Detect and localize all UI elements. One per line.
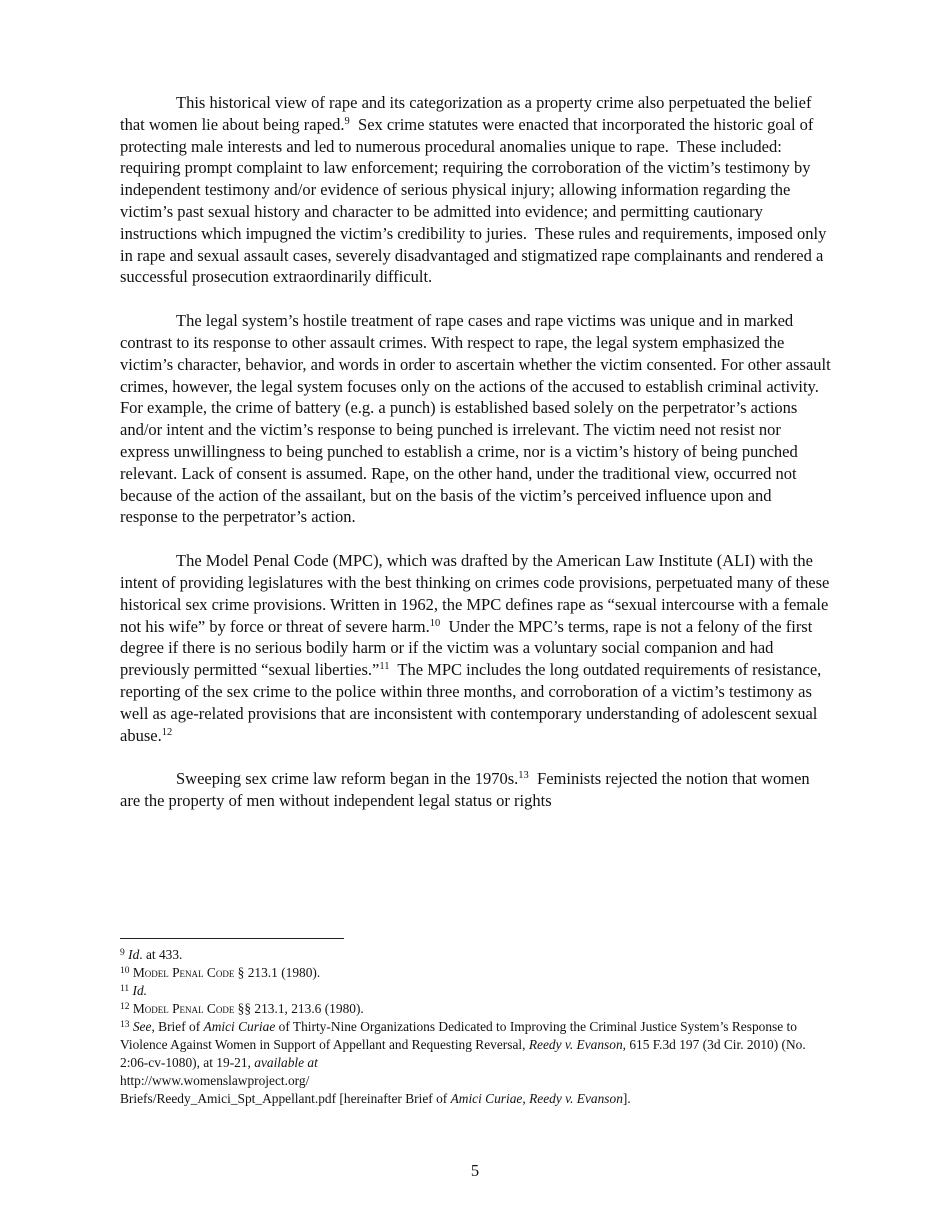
- paragraph-4-text-a: Sweeping sex crime law reform began in the 1970s.: [176, 769, 519, 789]
- footnote-10-text: § 213.1 (1980).: [234, 965, 321, 980]
- footnote-13-amici-2: Amici Curiae: [450, 1091, 523, 1106]
- footnote-12: [120, 1000, 832, 1018]
- footnote-9-text: . at 433.: [139, 947, 183, 962]
- document-body: [120, 92, 832, 834]
- page-number: 5: [470, 1161, 480, 1180]
- footnote-13: [120, 1018, 832, 1108]
- footnote-9: [120, 946, 832, 964]
- paragraph-1: [120, 92, 832, 288]
- footnote-13-case-2: Reedy v. Evanson: [529, 1091, 623, 1106]
- footnote-11: [120, 982, 832, 1000]
- footnote-10: [120, 964, 832, 982]
- footnote-10-source: Model Penal Code: [132, 965, 235, 980]
- footnote-ref-13: 13: [518, 770, 529, 782]
- paragraph-3-text-c: The MPC includes the long outdated requirements of resistance, reporting of the sex crime to the police within three months, and corroboration of a victim’s testimony as well as age-related provisions that are inconsistent with contemporary understanding of adolescent sexual abuse.: [120, 660, 826, 745]
- paragraph-3: [120, 550, 832, 746]
- footnote-13-text-2: of Thirty-Nine Organizations Dedicated to Improving the Criminal Justice System’s Response to Violence Against Women in Support of Appellant and Requesting Reversal,: [120, 1019, 797, 1052]
- footnote-13-case: Reedy v. Evanson: [528, 1037, 623, 1052]
- paragraph-4-text-b: Feminists rejected the notion that women are the property of men without independent legal status or rights: [120, 769, 814, 811]
- footnote-13-text-6: ].: [622, 1091, 631, 1106]
- footnote-13-url-line-1[interactable]: http://www.womenslawproject.org/: [120, 1073, 310, 1088]
- footnote-13-see: See: [132, 1019, 152, 1034]
- paragraph-1-text-b: Sex crime statutes were enacted that incorporated the historic goal of protecting male interests and led to numerous procedural anomalies unique to rape. These included: requiring prompt complaint to law enforcement; requiring the corroboration of the victim’s testimony by independent testimony and/or evidence of serious physical injury; allowing information regarding the victim’s past sexual history and character to be admitted into evidence; and permitting cautionary instructions which impugned the victim’s credibility to juries. These rules and requirements, imposed only in rape and sexual assault cases, severely disadvantaged and stigmatized rape complainants and rendered a successful prosecution extraordinarily difficult.: [120, 114, 831, 287]
- footnote-10-number: 10: [120, 966, 130, 976]
- paragraph-1-text-a: This historical view of rape and its categorization as a property crime also perpetuated the belief that women lie about being raped.: [120, 93, 812, 134]
- footnote-ref-12: 12: [161, 726, 173, 738]
- paragraph-2-text: The legal system’s hostile treatment of rape cases and rape victims was unique and in marked contrast to its response to other assault crimes. With respect to rape, the legal system emphasized the victim’s character, behavior, and words in order to ascertain whether the victim consented. For other assault crimes, however, the legal system focuses only on the actions of the accused to establish criminal activity. For example, the crime of battery (e.g. a punch) is established based solely on the perpetrator’s actions and/or intent and the victim’s response to being punched is irrelevant. The victim need not resist nor express unwillingness to being punched to establish a crime, nor is a victim’s history of being punched relevant. Lack of consent is assumed. Rape, on the other hand, under the traditional view, occurred not because of the action of the assailant, but on the basis of the victim’s perceived influence upon and response to the perpetrator’s action.: [120, 311, 831, 527]
- paragraph-4: [120, 768, 832, 812]
- footnote-9-id: Id: [128, 947, 140, 962]
- footnote-12-number: 12: [120, 1002, 130, 1012]
- footnote-11-id: Id.: [132, 983, 148, 998]
- footnote-13-amici: Amici Curiae: [203, 1019, 276, 1034]
- footnote-ref-10: 10: [429, 617, 441, 629]
- footnote-13-available: available at: [254, 1055, 318, 1070]
- footnote-12-source: Model Penal Code: [132, 1001, 235, 1016]
- footnote-ref-9: 9: [344, 115, 350, 127]
- footnote-11-number: 11: [120, 984, 130, 994]
- footnote-13-text-3: , 615 F.3d 197 (3d Cir. 2010) (No. 2:06-cv-1080), at 19-21,: [120, 1037, 806, 1070]
- footnotes: [120, 946, 832, 1108]
- footnote-12-text: §§ 213.1, 213.6 (1980).: [234, 1001, 364, 1016]
- footnote-separator: [120, 938, 344, 939]
- footnote-13-url-line-2[interactable]: Briefs/Reedy_Amici_Spt_Appellant.pdf: [120, 1091, 337, 1106]
- footnote-9-number: 9: [120, 948, 125, 958]
- paragraph-2: [120, 310, 832, 528]
- footnote-ref-11: 11: [379, 661, 390, 673]
- footnote-13-number: 13: [120, 1020, 130, 1030]
- paragraph-3-text-a: The Model Penal Code (MPC), which was drafted by the American Law Institute (ALI) with the intent of providing legislatures with the best thinking on crimes code provisions, perpetuated many of these historical sex crime provisions. Written in 1962, the MPC defines rape as “sexual intercourse with a female not his wife” by force or threat of severe harm.: [120, 551, 830, 636]
- footnote-13-text-5: ,: [522, 1091, 530, 1106]
- footnote-13-text-4: [hereinafter Brief of: [336, 1091, 451, 1106]
- paragraph-3-text-b: Under the MPC’s terms, rape is not a felony of the first degree if there is no serious bodily harm or if the victim was a voluntary social companion and had previously permitted “sexual liberties.”: [120, 616, 817, 680]
- footnote-13-text-1: , Brief of: [151, 1019, 204, 1034]
